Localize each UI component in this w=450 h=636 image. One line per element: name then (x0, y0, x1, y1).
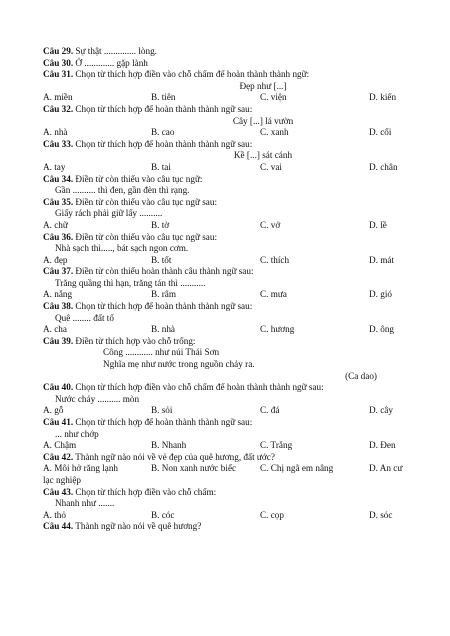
question-text: Chọn từ thích hợp để hoàn thành thành ngữ sau: (73, 417, 253, 427)
answer-option: B. tờ (151, 219, 170, 230)
answer-option: D. mát (369, 254, 395, 265)
prompt-text: lạc nghiệp (43, 474, 82, 485)
prompt-text: Quê ........ đất tổ (55, 312, 114, 323)
question-line (43, 69, 423, 81)
answer-option: A. tay (43, 161, 66, 172)
question-text: Thành ngữ nào nói về quê hương? (73, 521, 202, 532)
answer-option: A. chữ (43, 219, 68, 230)
source-note: (Ca dao) (345, 370, 377, 381)
question-number: Câu 37. (43, 266, 74, 277)
answer-option: C. cọp (260, 509, 284, 520)
question-line (43, 232, 423, 244)
answer-options (43, 127, 423, 139)
question-number: Câu 35. (43, 196, 74, 207)
answer-option: C. hương (260, 324, 295, 335)
question-number: Câu 30. (43, 57, 74, 68)
answer-options (43, 324, 423, 336)
question-text: Thành ngữ nào nói về vẻ đẹp của quê hương, đất ước? (73, 451, 275, 462)
prompt-text: Nhanh như ....... (55, 498, 115, 509)
question-text: Điền từ thích hợp vào chỗ trống: (73, 335, 196, 346)
prompt-text: Nghĩa mẹ như nước trong nguồn chảy ra. (103, 359, 255, 370)
prompt-text: Giấy rách phải giữ lấy .......... (55, 208, 163, 219)
answer-option: C. thích (260, 254, 290, 265)
answer-option: C. Trắng (260, 440, 293, 451)
question-number: Câu 32. (43, 103, 74, 114)
question-number: Câu 43. (43, 486, 74, 497)
answer-option: D. cây (369, 405, 393, 416)
question-text: Chọn từ thích hợp điền vào chỗ chấm để hoàn thành thành ngữ sau: (73, 382, 324, 393)
answer-option: A. nắng (43, 289, 73, 300)
answer-option: B. tốt (151, 254, 172, 265)
prompt-text: Gần .......... thì đen, gần đèn thì rạng. (55, 185, 190, 196)
question-line (43, 452, 423, 464)
prompt-text: Nước chảy .......... mòn (55, 393, 140, 404)
answer-options (43, 405, 423, 417)
question-list (43, 46, 423, 533)
answer-option: B. tiên (151, 92, 176, 103)
answer-option: A. cha (43, 324, 67, 335)
question-text: Chọn từ thích hợp để hoàn thành thành ngữ sau: (73, 301, 253, 312)
answer-options (43, 255, 423, 267)
answer-options (43, 289, 423, 301)
question-number: Câu 39. (43, 335, 74, 346)
question-line (43, 336, 423, 348)
question-number: Câu 41. (43, 417, 74, 427)
answer-option: B. Non xanh nước biếc (151, 463, 237, 474)
answer-option: D. sóc (369, 509, 393, 520)
question-line (43, 139, 423, 151)
answer-option: A. nhà (43, 127, 68, 138)
question-text: Chọn từ thích hợp để hoàn thành thành ngữ sau: (73, 103, 253, 114)
answer-option: B. râm (151, 289, 177, 300)
question-line (43, 197, 423, 209)
question-number: Câu 31. (43, 69, 74, 80)
prompt-text: Cây [...] lá vườn (232, 115, 294, 126)
question-line (43, 521, 423, 533)
prompt-text: Đẹp như [...] (239, 80, 287, 91)
prompt-text: ... như chớp (55, 428, 99, 439)
answer-option: B. tai (151, 161, 171, 172)
answer-option: D. kiến (369, 92, 397, 103)
answer-option: B. nhà (151, 324, 175, 335)
question-text: Điền từ còn thiếu hoàn thành câu thành ngữ sau: (73, 266, 254, 277)
question-line (43, 46, 423, 58)
answer-option: C. Chị ngã em nâng (260, 463, 334, 474)
question-number: Câu 29. (43, 46, 74, 56)
answer-option: C. mưa (260, 289, 287, 300)
question-number: Câu 38. (43, 301, 74, 312)
question-text: Điền từ còn thiếu vào câu tục ngữ sau: (73, 196, 218, 207)
answer-options (43, 463, 423, 475)
question-number: Câu 34. (43, 173, 74, 184)
prompt-text: Nhà sạch thì....., bát sạch ngon cơm. (55, 243, 189, 254)
answer-option: A. Môi hở răng lạnh (43, 463, 119, 474)
answer-option: C. vai (260, 161, 282, 172)
question-line (43, 417, 423, 429)
answer-option: C. vở (260, 219, 281, 230)
answer-option: D. ông (369, 324, 395, 335)
question-text: Điền từ còn thiếu vào câu tục ngữ: (73, 173, 203, 184)
question-number: Câu 33. (43, 138, 74, 149)
question-number: Câu 42. (43, 451, 74, 462)
answer-options (43, 220, 423, 232)
answer-option: B. Nhanh (151, 440, 187, 451)
answer-option: B. sỏi (151, 405, 173, 416)
answer-option: D. lề (369, 219, 387, 230)
answer-option: D. gió (369, 289, 392, 300)
answer-options (43, 162, 423, 174)
answer-option: A. đẹp (43, 254, 68, 265)
answer-option: A. gỗ (43, 405, 64, 416)
answer-option: A. Chậm (43, 440, 77, 451)
answer-option: B. cóc (151, 509, 175, 520)
answer-option: A. thỏ (43, 509, 66, 520)
prompt-text: Công ............ như núi Thái Sơn (103, 347, 220, 358)
question-text: Chọn từ thích hợp để hoàn thành thành ngữ sau: (73, 138, 253, 149)
prompt-text: Kề [...] sát cánh (233, 150, 293, 161)
answer-option: B. cao (151, 127, 175, 138)
answer-options (43, 92, 423, 104)
question-line (43, 487, 423, 499)
question-number: Câu 40. (43, 382, 74, 393)
question-line (43, 301, 423, 313)
question-line (43, 104, 423, 116)
question-text: Điền từ còn thiếu vào câu tục ngữ sau: (73, 231, 218, 242)
question-line (43, 174, 423, 186)
answer-options (43, 440, 423, 452)
question-line (43, 266, 423, 278)
answer-option: D. cối (369, 127, 392, 138)
question-text: Sự thật .............. lòng. (73, 46, 157, 56)
answer-option: C. đá (260, 405, 280, 416)
question-number: Câu 44. (43, 521, 74, 532)
question-number: Câu 36. (43, 231, 74, 242)
answer-option: D. chân (369, 161, 398, 172)
answer-options (43, 510, 423, 522)
answer-option: C. xanh (260, 127, 289, 138)
question-line (43, 58, 423, 70)
answer-option: A. miền (43, 92, 73, 103)
answer-option: D. An cư (369, 463, 403, 474)
prompt-text: Trăng quầng thì hạn, trăng tán thì ........... (55, 277, 206, 288)
question-text: Chọn từ thích hợp điền vào chỗ chấm: (73, 486, 217, 497)
question-line (43, 382, 423, 394)
answer-option: D. Đen (369, 440, 396, 451)
question-text: Ở ............. gặp lành (73, 57, 148, 68)
question-text: Chọn từ thích hợp điền vào chỗ chấm để hoàn thành thành ngữ: (73, 69, 310, 80)
answer-option: C. viện (260, 92, 287, 103)
